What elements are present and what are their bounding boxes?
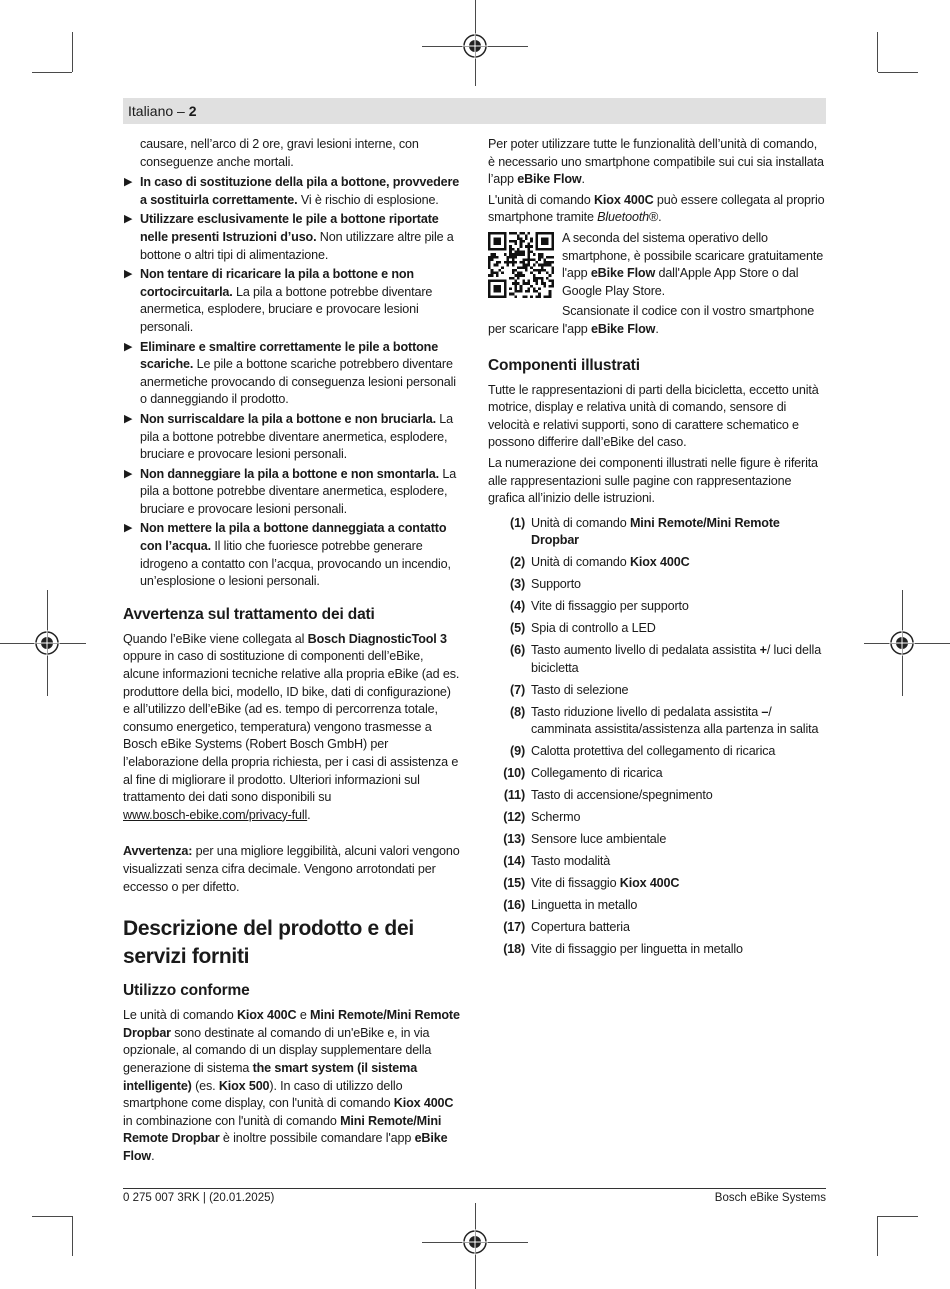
section-title: Descrizione del prodotto e dei servizi forniti bbox=[123, 917, 414, 969]
component-item: (6) Tasto aumento livello di pedalata assistita +/ luci della bicicletta bbox=[488, 642, 826, 677]
qr-block bbox=[488, 230, 826, 300]
component-number: (9) bbox=[510, 744, 525, 759]
header-language: Italiano – 2 bbox=[128, 103, 197, 119]
bullet-triangle-icon: ▶ bbox=[124, 340, 133, 353]
component-number: (12) bbox=[503, 810, 525, 825]
data-paragraph: Quando l’eBike viene collegata al Bosch DiagnosticTool 3 oppure in caso di sostituzione di componenti dell’eBike, alcune informazioni tecniche relative alla propria eBike (ad es. produttore della bici, modello, ID bike, dati di configurazione) e all’utilizzo dell’eBike (ad es. tempo di percorrenza totale, consumo energetico, temperatura) vengono trasmesse a Bosch eBike Systems (Robert Bosch GmbH) per l’elaborazione della propria richiesta, per i casi di assistenza e al fine di migliorare il prodotto. Ulteriori informazioni sul trattamento dei dati sono disponibili su www.bosch-ebike.com/privacy-full. bbox=[123, 631, 460, 822]
component-item: (11) Tasto di accensione/spegnimento bbox=[488, 787, 826, 805]
qr-paragraph: A seconda del sistema operativo dello smartphone, è possibile scaricare gratuitamente l'app eBike Flow dall'Apple App Store o dal Google Play Store. bbox=[562, 230, 824, 298]
bullet-triangle-icon: ▶ bbox=[124, 213, 133, 226]
component-number: (18) bbox=[503, 942, 525, 957]
component-item: (16) Linguetta in metallo bbox=[488, 897, 826, 915]
crop-mark bbox=[877, 32, 878, 72]
warning-item: ▶ Non mettere la pila a bottone danneggiata a contatto con l’acqua. Il litio che fuoriesce potrebbe generare idrogeno a contatto con l’acqua, provocando un incendio, un’esplosione o lesioni personali. bbox=[124, 521, 451, 589]
component-number: (7) bbox=[510, 682, 525, 697]
crop-mark bbox=[32, 1216, 72, 1217]
registration-target-icon bbox=[34, 630, 60, 656]
privacy-link[interactable]: www.bosch-ebike.com/privacy-full bbox=[123, 807, 308, 822]
components-paragraph-2: La numerazione dei componenti illustrati nelle figure è riferita alle rappresentazioni sulle pagine con rappresentazione grafica all’inizio delle istruzioni. bbox=[488, 455, 818, 506]
bullet-triangle-icon: ▶ bbox=[124, 412, 133, 425]
data-heading: Avvertenza sul trattamento dei dati bbox=[123, 605, 375, 623]
warning-item: ▶ Non danneggiare la pila a bottone e non smontarla. La pila a bottone potrebbe diventare anermetica, esplodere, bruciare e provocare lesioni personali. bbox=[124, 466, 457, 516]
warning-item: ▶ Eliminare e smaltire correttamente le pile a bottone scariche. Le pile a bottone scariche potrebbero diventare anermetiche provocando di conseguenza lesioni personali o danneggiando il prodotto. bbox=[124, 339, 456, 407]
component-number: (13) bbox=[503, 832, 525, 847]
bullet-triangle-icon: ▶ bbox=[124, 467, 133, 480]
crop-mark bbox=[877, 1216, 878, 1256]
warning-item: ▶ Non tentare di ricaricare la pila a bottone e non cortocircuitarla. La pila a bottone potrebbe diventare anermetica, esplodere, bruciare e provocare lesioni personali. bbox=[124, 267, 433, 334]
components-heading: Componenti illustrati bbox=[488, 356, 640, 374]
warning-item: ▶ In caso di sostituzione della pila a bottone, provvedere a sostituirla correttamente. Vi è rischio di esplosione. bbox=[124, 175, 460, 207]
right-column bbox=[488, 136, 826, 963]
component-item: (7) Tasto di selezione bbox=[488, 682, 826, 700]
component-item: (3) Supporto bbox=[488, 576, 826, 594]
intro-text: causare, nell’arco di 2 ore, gravi lesioni interne, con conseguenze anche mortali. bbox=[140, 137, 419, 169]
component-number: (4) bbox=[510, 599, 525, 614]
bullet-triangle-icon: ▶ bbox=[124, 268, 133, 281]
crop-mark bbox=[72, 1216, 73, 1256]
component-item: (15) Vite di fissaggio Kiox 400C bbox=[488, 875, 826, 893]
warning-item: ▶ Utilizzare esclusivamente le pile a bottone riportate nelle presenti Istruzioni d’uso. Non utilizzare altre pile a bottone o altri tipi di alimentazione. bbox=[124, 212, 454, 262]
component-item: (17) Copertura batteria bbox=[488, 919, 826, 937]
component-number: (5) bbox=[510, 621, 525, 636]
component-number: (16) bbox=[503, 898, 525, 913]
note-paragraph: Avvertenza: per una migliore leggibilità, alcuni valori vengono visualizzati senza cifra decimale. Vengono arrotondati per eccesso o per difetto. bbox=[123, 844, 460, 894]
crop-mark bbox=[72, 32, 73, 72]
component-item: (8) Tasto riduzione livello di pedalata assistita –/ camminata assistita/assistenza alla partenza in salita bbox=[488, 704, 826, 739]
footer-rule bbox=[123, 1188, 826, 1189]
registration-target-icon bbox=[889, 630, 915, 656]
warning-list bbox=[123, 174, 461, 591]
component-number: (8) bbox=[510, 704, 525, 719]
registration-target-icon bbox=[462, 33, 488, 59]
component-item: (13) Sensore luce ambientale bbox=[488, 831, 826, 849]
component-number: (17) bbox=[503, 920, 525, 935]
registration-target-icon bbox=[462, 1229, 488, 1255]
bullet-triangle-icon: ▶ bbox=[124, 522, 133, 535]
component-number: (15) bbox=[503, 876, 525, 891]
footer-brand: Bosch eBike Systems bbox=[714, 1192, 826, 1204]
component-number: (2) bbox=[510, 555, 525, 570]
component-number: (6) bbox=[510, 643, 525, 658]
crop-mark bbox=[32, 72, 72, 73]
components-paragraph-1: Tutte le rappresentazioni di parti della bicicletta, eccetto unità motrice, display e relativa unità di comando, sensore di velocità e relativi supporti, sono di carattere schematico e possono differire dall’eBike del caso. bbox=[488, 382, 819, 450]
bluetooth-paragraph: L'unità di comando Kiox 400C può essere collegata al proprio smartphone tramite Bluetooth®. bbox=[488, 192, 825, 225]
component-number: (14) bbox=[503, 854, 525, 869]
component-item: (12) Schermo bbox=[488, 809, 826, 827]
components-list bbox=[488, 515, 826, 959]
qr-code-icon[interactable] bbox=[488, 232, 554, 298]
use-heading: Utilizzo conforme bbox=[123, 982, 250, 1000]
component-item: (14) Tasto modalità bbox=[488, 853, 826, 871]
footer-doc-number: 0 275 007 3RK | (20.01.2025) bbox=[123, 1192, 275, 1204]
component-item: (10) Collegamento di ricarica bbox=[488, 765, 826, 783]
crop-mark bbox=[878, 72, 918, 73]
component-number: (10) bbox=[503, 766, 525, 781]
component-item: (1) Unità di comando Mini Remote/Mini Remote Dropbar bbox=[488, 515, 826, 550]
scan-paragraph: Scansionate il codice con il vostro smartphone per scaricare l'app eBike Flow. bbox=[488, 304, 815, 336]
warning-item: ▶ Non surriscaldare la pila a bottone e non bruciarla. La pila a bottone potrebbe diventare anermetica, esplodere, bruciare e provocare lesioni personali. bbox=[124, 411, 453, 462]
crop-mark bbox=[878, 1216, 918, 1217]
page-header bbox=[123, 98, 826, 124]
bullet-triangle-icon: ▶ bbox=[124, 176, 133, 189]
component-item: (18) Vite di fissaggio per linguetta in metallo bbox=[488, 941, 826, 959]
component-item: (5) Spia di controllo a LED bbox=[488, 620, 826, 638]
component-item: (2) Unità di comando Kiox 400C bbox=[488, 554, 826, 572]
page-number: 2 bbox=[188, 103, 197, 119]
component-number: (11) bbox=[503, 788, 525, 803]
component-item: (9) Calotta protettiva del collegamento di ricarica bbox=[488, 743, 826, 761]
app-paragraph: Per poter utilizzare tutte le funzionalità dell’unità di comando, è necessario uno smartphone compatibile sui cui sia installata l’app eBike Flow. bbox=[488, 137, 824, 187]
left-column bbox=[123, 136, 461, 1169]
use-paragraph: Le unità di comando Kiox 400C e Mini Remote/Mini Remote Dropbar sono destinate al comando di un'eBike e, in via opzionale, al comando di un display supplementare della generazione di sistema the smart system (il sistema intelligente) (es. Kiox 500). In caso di utilizzo dello smartphone come display, con l'unità di comando Kiox 400C in combinazione con l'unità di comando Mini Remote/Mini Remote Dropbar è inoltre possibile comandare l'app eBike Flow. bbox=[123, 1008, 460, 1163]
component-number: (3) bbox=[510, 577, 525, 592]
component-item: (4) Vite di fissaggio per supporto bbox=[488, 598, 826, 616]
component-number: (1) bbox=[510, 515, 525, 530]
